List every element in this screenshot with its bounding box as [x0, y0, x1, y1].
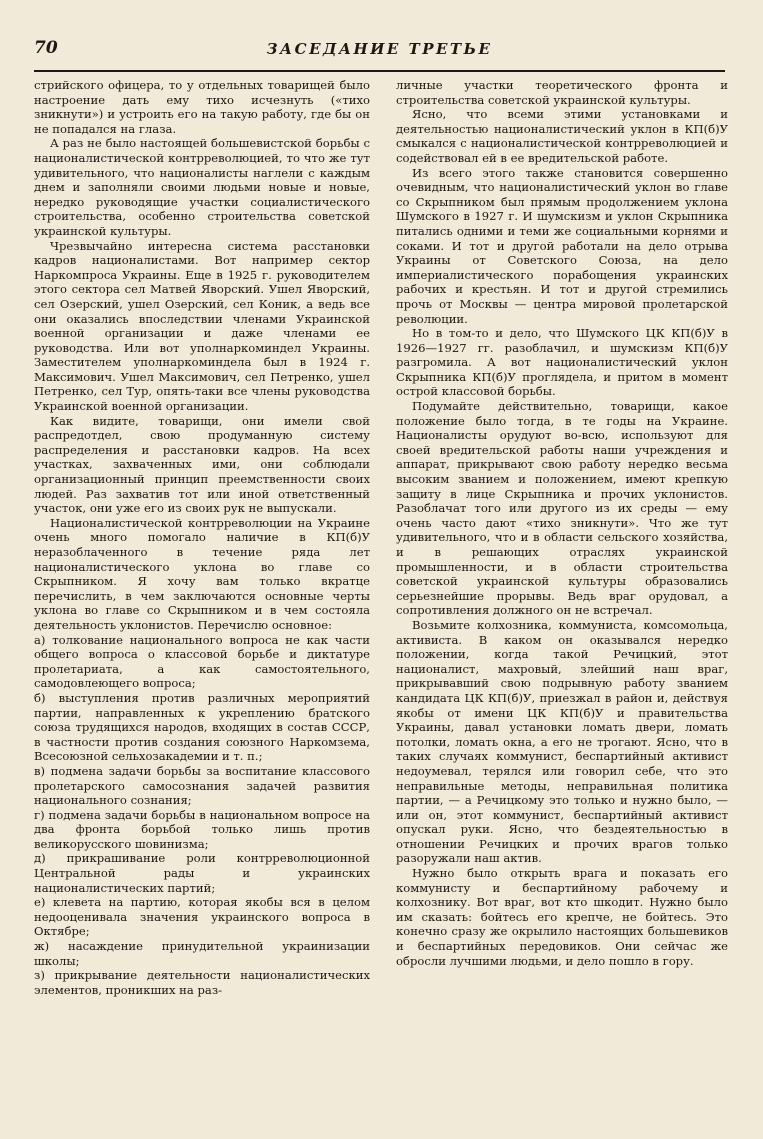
paragraph: Нужно было открыть врага и показать его коммунисту и беспартийному рабочему и колхознику. Вот враг, вот кто шкодит. Нужно было им сказать: бойтесь его крепче, не бойтесь. Это конечно сразу же окрылило настоящих большевиков и беспартийных передовиков. Они сейчас же обросли лучшими людьми, и дело пошло в гору. — [396, 866, 728, 968]
page-number: 70 — [34, 38, 58, 58]
list-item: д) прикрашивание роли контрреволюционной Центральной рады и украинских националистических партий; — [34, 851, 370, 895]
list-item: а) толкование национального вопроса не как части общего вопроса о классовой борьбе и диктатуре пролетариата, а как самостоятельного, самодовлеющего вопроса; — [34, 632, 370, 691]
page-header — [34, 38, 725, 66]
paragraph: Возьмите колхозника, коммуниста, комсомольца, активиста. В каком он оказывался нередко положении, когда такой Речицкий, этот националист, махровый, злейший наш враг, прикрывавший свою подрывную работу званием кандидата ЦК КП(б)У, приезжал в район и, действуя якобы от имени ЦК КП(б)У и правительства Украины, давал установки ломать двери, ломать потолки, ломать окна, а его не трогают. Ясно, что в таких случаях коммунист, беспартийный активист недоумевал, терялся или говорил себе, что это неправильные методы, неправильная политика партии, — а Речицкому это только и нужно было, — или он, этот коммунист, беспартийный активист опускал руки. Ясно, что бездеятельностью в отношении Речицких и прочих врагов только разоружали наш актив. — [396, 617, 728, 866]
right-column — [396, 78, 728, 1113]
list-item: г) подмена задачи борьбы в национальном вопросе на два фронта борьбой только лишь против великорусского шовинизма; — [34, 807, 370, 851]
paragraph: А раз не было настоящей большевистской борьбы с националистической контрреволюцией, то что же тут удивительного, что националисты наглели с каждым днем и заполняли своими людьми новые и новые, нередко руководящие участки социалистического строительства, особенно строительства советской украинской культуры. — [34, 136, 370, 238]
list-item: в) подмена задачи борьбы за воспитание классового пролетарского самосознания задачей развития национального сознания; — [34, 763, 370, 808]
paragraph: Подумайте действительно, товарищи, какое положение было тогда, в те годы на Украине. Националисты орудуют во-всю, используют для своей вредительской работы наши учреждения и аппарат, прикрывают свою работу нередко весьма высоким званием и положением, имеют крепкую защиту в лице Скрыпника и прочих уклонистов. Разоблачат того или другого из их среды — ему очень часто дают «тихо зникнути». Что же тут удивительного, что и в области сельского хозяйства, и в решающих отраслях украинской промышленности, и в области строительства советской украинской культуры образовались серьезнейшие прорывы. Ведь враг орудовал, а сопротивления должного он не встречал. — [396, 399, 728, 618]
list-item: з) прикрывание деятельности националистических элементов, проникших на раз- — [34, 968, 370, 997]
paragraph: Из всего этого также становится совершенно очевидным, что националистический уклон во главе со Скрыпником был прямым продолжением уклона Шумского в 1927 г. И шумскизм и уклон Скрыпника питались одними и теми же социальными корнями и соками. И тот и другой работали на дело отрыва Украины от Советского Союза, на дело империалистического порабощения украинских рабочих и крестьян. И тот и другой стремились прочь от Москвы — центра мировой пролетарской революции. — [396, 165, 728, 326]
list-item: е) клевета на партию, которая якобы вся в целом недооценивала значения украинского вопроса в Октябре; — [34, 895, 370, 939]
paragraph: Чрезвычайно интересна система расстановки кадров националистами. Вот например сектор Наркомпроса Украины. Еще в 1925 г. руководителем этого сектора сел Матвей Яворский. Ушел Яворский, сел Озерский, ушел Озерский, сел Коник, а ведь все они оказались впоследствии членами Украинской военной организации и даже членами ее руководства. Или вот уполнаркоминдел Украины. Заместителем уполнаркоминдела был в 1924 г. Максимович. Ушел Максимович, сел Петренко, ушел Петренко, сел Тур, опять-таки все члены руководства Украинской военной организации. — [34, 238, 370, 414]
paragraph: Но в том-то и дело, что Шумского ЦК КП(б)У в 1926—1927 гг. разоблачил, и шумскизм КП(б)У разгромила. А вот националистический уклон Скрыпника КП(б)У проглядела, и притом в момент острой классовой борьбы. — [396, 326, 728, 399]
paragraph: Ясно, что всеми этими установками и деятельностью националистический уклон в КП(б)У смыкался с националистической контрреволюцией и содействовал ей в ее вредительской работе. — [396, 107, 728, 165]
paragraph: Как видите, товарищи, они имели свой распредотдел, свою продуманную систему распределения и расстановки кадров. На всех участках, захваченных ими, они соблюдали организационный принцип преемственности своих людей. Раз захватив тот или иной ответственный участок, они уже его из своих рук не выпускали. — [34, 413, 370, 516]
header-rule — [34, 70, 725, 72]
list-item: ж) насаждение принудительной украинизации школы; — [34, 939, 370, 968]
list-item: б) выступления против различных мероприятий партии, направленных к укреплению братского союза трудящихся народов, входящих в состав СССР, в частности против создания союзного Наркомзема, Всесоюзной сельхозакадемии и т. п.; — [34, 690, 370, 764]
paragraph: личные участки теоретического фронта и строительства советской украинской культуры. — [396, 78, 728, 107]
paragraph: стрийского офицера, то у отдельных товарищей было настроение дать ему тихо исчезнуть («тихо зникнути») и устроить его на такую работу, где бы он не попадался на глаза. — [34, 78, 370, 136]
running-head: ЗАСЕДАНИЕ ТРЕТЬЕ — [266, 40, 493, 58]
paragraph: Националистической контрреволюции на Украине очень много помогало наличие в КП(б)У неразоблаченного в течение ряда лет националистического уклона во главе со Скрыпником. Я хочу вам только вкратце перечислить, в чем заключаются основные черты уклона во главе со Скрыпником и в чем состояла деятельность уклонистов. Перечислю основное: — [34, 515, 370, 632]
left-column — [34, 78, 370, 1113]
